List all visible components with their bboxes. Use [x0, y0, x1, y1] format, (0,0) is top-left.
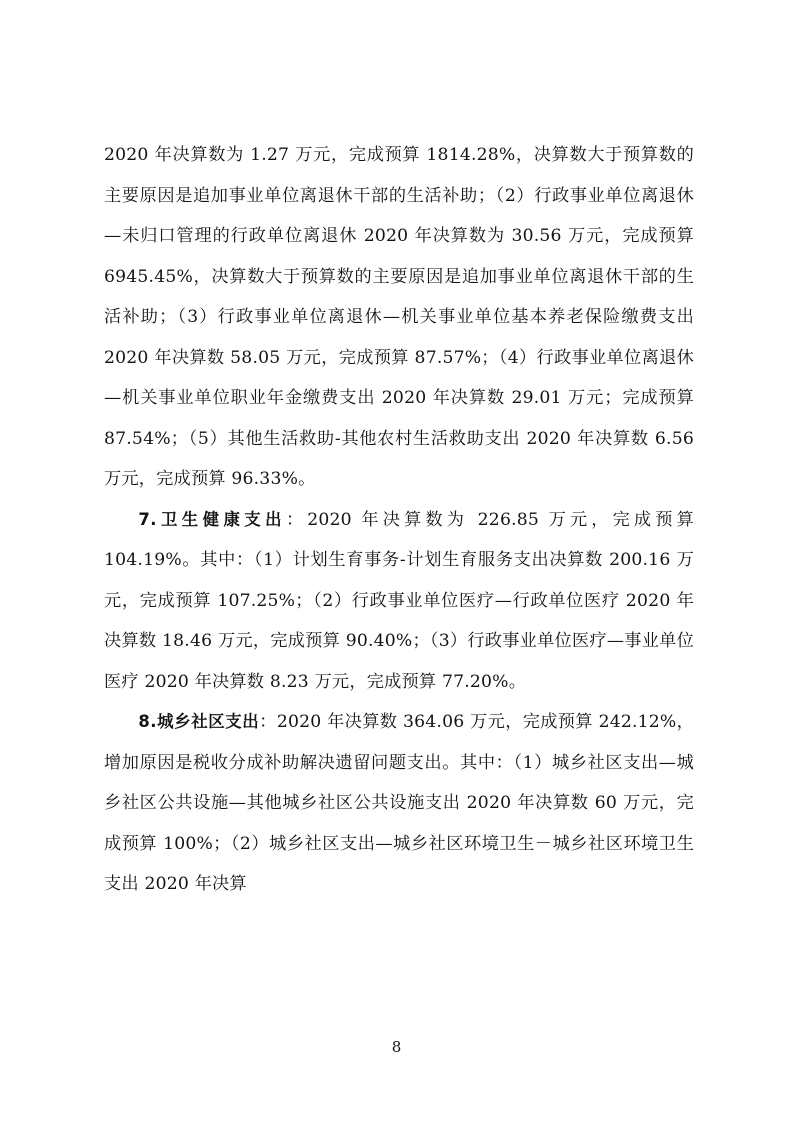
paragraph-3-text: ：2020 年决算数 364.06 万元，完成预算 242.12%，增加原因是税收分成补助解决遗留问题支出。其中：（1）城乡社区支出—城乡社区公共设施—其他城乡社区公共设施支出 2020 年决算数 60 万元，完成预算 100%；（2）城乡社区支出—城乡社区环境卫生－城乡社区环境卫生支出 2020 年决算 [104, 712, 694, 894]
paragraph-2-text: ：2020 年决算数为 226.85 万元，完成预算 104.19%。其中：（1）计划生育事务-计划生育服务支出决算数 200.16 万元，完成预算 107.25%；（2）行政事业单位医疗—行政单位医疗 2020 年决算数 18.46 万元，完成预算 90.40%；（3）行政事业单位医疗—事业单位医疗 2020 年决算数 8.23 万元，完成预算 77.20%。 [104, 509, 694, 692]
paragraph-2 [104, 500, 694, 703]
paragraph-3-lead: 8.城乡社区支出 [138, 712, 260, 731]
page-number: 8 [391, 1038, 402, 1056]
page-body [104, 135, 694, 905]
paragraph-2-lead: 7.卫生健康支出 [138, 509, 286, 529]
paragraph-1 [104, 135, 694, 500]
paragraph-3 [104, 702, 694, 905]
paragraph-1-text: 2020 年决算数为 1.27 万元，完成预算 1814.28%，决算数大于预算数的主要原因是追加事业单位离退休干部的生活补助；（2）行政事业单位离退休—未归口管理的行政单位离退休 2020 年决算数为 30.56 万元，完成预算 6945.45%，决算数大于预算数的主要原因是追加事业单位离退休干部的生活补助；（3）行政事业单位离退休—机关事业单位基本养老保险缴费支出 2020 年决算数 58.05 万元，完成预算 87.57%；（4）行政事业单位离退休—机关事业单位职业年金缴费支出 2020 年决算数 29.01 万元；完成预算 87.54%；（5）其他生活救助-其他农村生活救助支出 2020 年决算数 6.56 万元，完成预算 96.33%。 [104, 145, 694, 489]
